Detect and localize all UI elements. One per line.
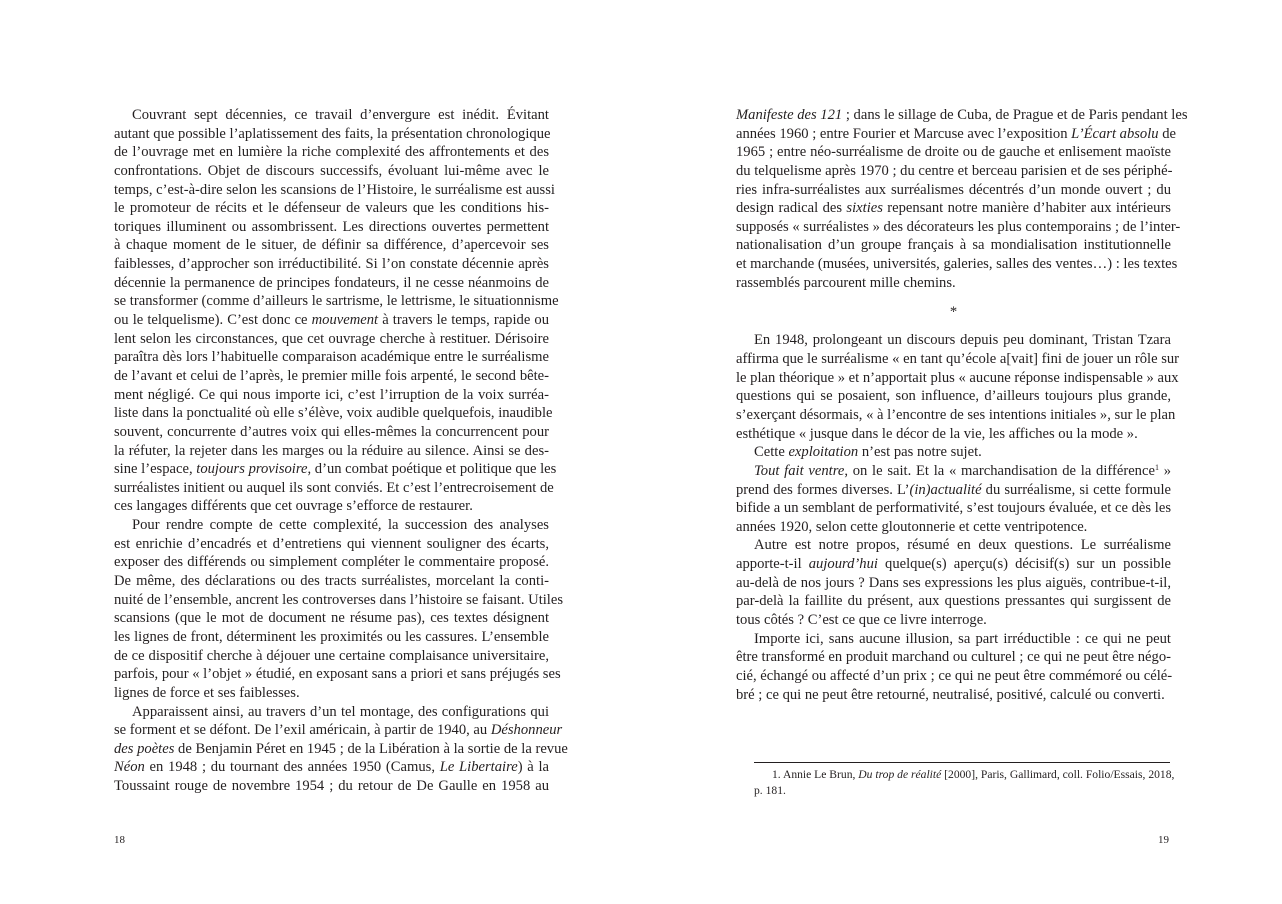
text-line (114, 647, 549, 666)
text-line (114, 367, 549, 386)
text-line (736, 499, 1171, 518)
text-line (114, 497, 549, 516)
text-run: ries infra-surréalistes aux surréalismes décentrés d’un monde ouvert ; du (736, 181, 1171, 198)
text-run: à travers le temps, rapide ou (378, 312, 549, 329)
text-line (114, 423, 549, 442)
text-run: ) à la (517, 759, 550, 776)
paragraph (736, 331, 1180, 443)
text-line (736, 518, 1171, 537)
paragraph (736, 106, 1188, 292)
text-line (736, 255, 1178, 274)
text-run: bifide a un semblant de performativité, s’est toujours évaluée, et ce dès les (736, 500, 1171, 517)
text-run: En 1948, prolongeant un discours depuis peu dominant, Tristan Tzara (754, 332, 1171, 349)
text-run: de l’ouvrage met en lumière la riche complexité des affrontements et des (114, 144, 549, 161)
text-line (114, 404, 553, 423)
text-run: est enrichie d’encadrés et d’entretiens qui viennent souligner des écarts, (114, 535, 549, 552)
text-run: questions qui se posaient, son influence, d’ailleurs toujours plus grande, (736, 388, 1171, 405)
text-line (736, 181, 1171, 200)
text-line (114, 330, 549, 349)
italic-text: toujours provisoire (196, 461, 308, 478)
text-run: design radical des (736, 200, 847, 217)
text-run: » (1158, 462, 1171, 479)
paragraph (736, 630, 1171, 705)
text-line (736, 406, 1176, 425)
text-line (114, 591, 564, 610)
italic-text: Le Libertaire (439, 759, 518, 776)
text-line (114, 348, 549, 367)
text-run: scansions (que le mot de document ne résume pas), ces textes désignent (114, 610, 549, 627)
page-number: 18 (114, 834, 125, 846)
text-line (736, 555, 1171, 574)
text-line (736, 611, 1171, 630)
body-text (114, 106, 568, 796)
text-line (114, 181, 555, 200)
text-line (114, 274, 549, 293)
italic-text: mouvement (311, 312, 379, 329)
text-run: nuité de l’ensemble, ancrent les controverses dans l’histoire se faisant. Utiles (114, 591, 564, 608)
text-line (736, 331, 1171, 350)
text-run: 1. Annie Le Brun, (772, 768, 859, 781)
text-line (114, 255, 549, 274)
text-run: de l’avant et celui de l’après, le premier mille fois arpenté, le second bête- (114, 367, 549, 384)
text-line (736, 387, 1171, 406)
text-line (114, 777, 549, 796)
text-run: années 1920, selon cette gloutonnerie et cette ventripotence. (736, 518, 1088, 535)
text-run: paraîtra dès lors l’habituelle comparaison académique entre le surréalisme (114, 349, 549, 366)
text-run: liste dans la ponctualité où elle s’élève, voix audible quelquefois, inaudible (114, 405, 553, 422)
text-run: se transformer (comme d’ailleurs le sartrisme, le lettrisme, le situationnisme (114, 293, 559, 310)
text-run: [2000], Paris, Gallimard, coll. Folio/Essais, 2018, (941, 768, 1175, 781)
text-run: les lignes de front, déterminent les proximités ou les cassures. L’ensemble (114, 628, 549, 645)
text-line (736, 274, 1171, 293)
text-line (114, 553, 549, 572)
text-run: le plan théorique » et n’apportait plus « aucune réponse indispensable » aux (736, 369, 1179, 386)
text-line (754, 767, 1175, 783)
text-run: décennie la permanence de principes fondateurs, il ne cesse néanmoins de (114, 274, 549, 291)
text-run: de ce dispositif cherche à déjouer une certaine complaisance universitaire, (114, 647, 549, 664)
text-run: rassemblés parcourent mille chemins. (736, 274, 956, 291)
text-run: Pour rendre compte de cette complexité, la succession des analyses (132, 517, 549, 534)
paragraph (736, 462, 1171, 537)
text-run: prend des formes diverses. L’ (736, 481, 910, 498)
text-run: la réfuter, la rejeter dans les marges ou la réduire au silence. Ainsi se des- (114, 442, 549, 459)
text-line (114, 516, 549, 535)
footnote-reference: 1 (1154, 462, 1159, 472)
paragraph (736, 536, 1171, 629)
text-line (736, 667, 1171, 686)
italic-text: sixties (846, 200, 883, 217)
text-run: n’est pas notre sujet. (858, 444, 982, 461)
text-run: exposer des différends ou simplement compléter le commentaire proposé. (114, 554, 549, 571)
text-run: ; dans le sillage de Cuba, de Prague et de Paris pendant les (842, 107, 1188, 123)
text-line (736, 648, 1171, 667)
text-line (114, 106, 549, 125)
text-line (114, 143, 549, 162)
text-run: sine l’espace, (114, 461, 197, 478)
text-line (736, 125, 1177, 144)
page-number: 19 (1158, 834, 1169, 846)
italic-text: Manifeste des 121 (736, 107, 843, 123)
text-block-after-break (736, 331, 1180, 704)
text-run: apporte-t-il (736, 556, 809, 573)
text-run: être transformé en produit marchand ou culturel ; ce qui ne peut être négo- (736, 649, 1171, 666)
text-line (736, 592, 1171, 611)
text-run: de (1158, 125, 1177, 142)
text-run: du telquelisme après 1970 ; du centre et berceau parisien et de ses périphé- (736, 162, 1173, 179)
text-run: Importe ici, sans aucune illusion, sa part irréductible : ce qui ne peut (754, 630, 1171, 647)
text-line (754, 783, 1170, 799)
paragraph (114, 106, 559, 516)
body-text (736, 106, 1188, 704)
text-line (736, 574, 1171, 593)
text-run: au-delà de nos jours ? Dans ses expressions les plus aiguës, contribue-t-il, (736, 574, 1171, 591)
text-run: de Benjamin Péret en 1945 ; de la Libération à la sortie de la revue (174, 740, 568, 757)
text-line (114, 162, 549, 181)
text-run: et marchande (musées, universités, galeries, salles des ventes…) : les textes (736, 256, 1178, 273)
italic-text: Du trop de réalité (858, 768, 942, 781)
text-line (114, 609, 549, 628)
text-line (114, 535, 549, 554)
italic-text: Déshonneur (490, 722, 563, 739)
text-line (114, 684, 549, 703)
text-line (114, 758, 549, 777)
text-run: à chaque moment de le situer, de définir sa différence, d’apercevoir ses (114, 237, 549, 254)
text-line (736, 630, 1171, 649)
text-line (114, 721, 563, 740)
text-run: temps, c’est-à-dire selon les scansions de l’Histoire, le surréalisme est aussi (114, 181, 555, 198)
text-line (736, 369, 1179, 388)
text-run: lignes de force et ses faiblesses. (114, 684, 300, 701)
text-run: confrontations. Objet de discours successifs, évoluant lui-même avec le (114, 162, 549, 179)
text-run: lent selon les circonstances, que cet ouvrage cherche à restituer. Dérisoire (114, 330, 549, 347)
text-line (114, 460, 557, 479)
text-line (114, 125, 549, 144)
text-run: Apparaissent ainsi, au travers d’un tel montage, des configurations qui (132, 703, 549, 720)
text-line (736, 236, 1171, 255)
text-line (736, 443, 1171, 462)
right-page (641, 0, 1282, 904)
text-run: ou le telquelisme). C’est donc ce (114, 312, 312, 329)
italic-text: Néon (114, 759, 145, 776)
text-line (736, 481, 1171, 500)
text-line (114, 703, 549, 722)
text-line (114, 311, 549, 330)
text-run: nationalisation d’un groupe français à sa mondialisation institutionnelle (736, 237, 1171, 254)
text-line (114, 479, 554, 498)
text-run: Couvrant sept décennies, ce travail d’envergure est inédit. Évitant (132, 107, 549, 123)
text-run: cié, échangé ou affecté d’un prix ; ce qui ne peut être commémoré ou célé- (736, 667, 1173, 684)
italic-text: des poètes (114, 740, 175, 757)
text-run: le promoteur de récits et le défenseur de valeurs que les conditions his- (114, 200, 549, 217)
text-line (114, 218, 549, 237)
text-run: p. 181. (754, 783, 786, 797)
text-line (736, 425, 1171, 444)
text-run: De même, des déclarations ou des tracts surréalistes, morcelant la conti- (114, 573, 549, 590)
text-line (114, 628, 549, 647)
text-run: surréalistes initient ou auquel ils sont conviés. Et c’est l’entrecroisement de (114, 479, 554, 496)
text-line (114, 665, 561, 684)
text-line (736, 536, 1171, 555)
text-run: parfois, pour « l’objet » étudié, en exposant sans a priori et sans préjugés ses (114, 666, 561, 683)
text-run: Cette (754, 444, 789, 461)
italic-text: exploitation (788, 444, 859, 461)
text-line (114, 199, 549, 218)
paragraph (736, 443, 1171, 462)
text-line (736, 106, 1188, 125)
text-run: , d’un combat poétique et politique que les (307, 461, 557, 478)
text-run: toriques illuminent ou assombrissent. Les directions ouvertes permettent (114, 218, 549, 235)
text-line (114, 442, 549, 461)
text-run: affirma que le surréalisme « en tant qu’école a[vait] fini de jouer un rôle sur (736, 351, 1180, 368)
text-line (736, 350, 1180, 369)
paragraph (114, 516, 564, 702)
footnote (754, 762, 1175, 798)
text-block-before-break (736, 106, 1188, 292)
italic-text: (in)actualité (909, 481, 982, 498)
text-line (736, 686, 1171, 705)
paragraph (114, 703, 568, 796)
text-run: , on le sait. Et la « marchandisation de la différence (844, 462, 1155, 479)
text-run: repensant notre manière d’habiter aux intérieurs (882, 200, 1171, 217)
text-run: ment négligé. Ce qui nous importe ici, c’est l’irruption de la voix surréa- (114, 386, 549, 403)
text-run: tous côtés ? C’est ce que ce livre interroge. (736, 612, 987, 629)
text-run: quelque(s) aperçu(s) décisif(s) sur un possible (877, 556, 1171, 573)
text-line (736, 218, 1181, 237)
text-run: esthétique « jusque dans le décor de la vie, les affiches ou la mode ». (736, 425, 1138, 442)
text-run: faiblesses, d’approcher son irréductibilité. Si l’on constate décennie après (114, 256, 549, 273)
text-run: années 1960 ; entre Fourier et Marcuse avec l’exposition (736, 125, 1072, 142)
section-break: * (949, 304, 958, 321)
text-run: autant que possible l’aplatissement des faits, la présentation chronologique (114, 125, 551, 142)
text-run: par-delà la faillite du présent, aux questions pressantes qui surgissent de (736, 593, 1171, 610)
text-run: supposés « surréalistes » des décorateurs les plus contemporains ; de l’inter- (736, 218, 1181, 235)
italic-text: aujourd’hui (808, 556, 878, 573)
text-line (114, 386, 549, 405)
text-run: Toussaint rouge de novembre 1954 ; du retour de De Gaulle en 1958 au (114, 778, 549, 795)
text-run: bré ; ce qui ne peut être retourné, neutralisé, positivé, calculé ou converti. (736, 686, 1165, 703)
text-run: Autre est notre propos, résumé en deux questions. Le surréalisme (754, 537, 1171, 554)
text-run: 1965 ; entre néo-surréalisme de droite ou de gauche et enlisement maoïste (736, 144, 1171, 161)
text-line (114, 740, 568, 759)
text-run: du surréalisme, si cette formule (981, 481, 1171, 498)
text-line (736, 199, 1171, 218)
text-run: se forment et se défont. De l’exil américain, à partir de 1940, au (114, 722, 491, 739)
text-run: s’exerçant désormais, « à l’encontre de ses intentions initiales », sur le plan (736, 406, 1176, 423)
text-line (736, 462, 1171, 481)
text-line (114, 572, 549, 591)
text-run: ces langages différents que cet ouvrage s’efforce de restaurer. (114, 498, 473, 515)
text-line (736, 143, 1171, 162)
italic-text: L’Écart absolu (1071, 125, 1159, 142)
text-run: en 1948 ; du tournant des années 1950 (Camus, (144, 759, 440, 776)
text-line (114, 236, 549, 255)
text-line (114, 292, 559, 311)
text-line (736, 162, 1171, 181)
text-run: souvent, concurrente d’autres voix qui elles-mêmes la concurrencent pour (114, 423, 549, 440)
italic-text: Tout fait ventre (754, 462, 845, 479)
